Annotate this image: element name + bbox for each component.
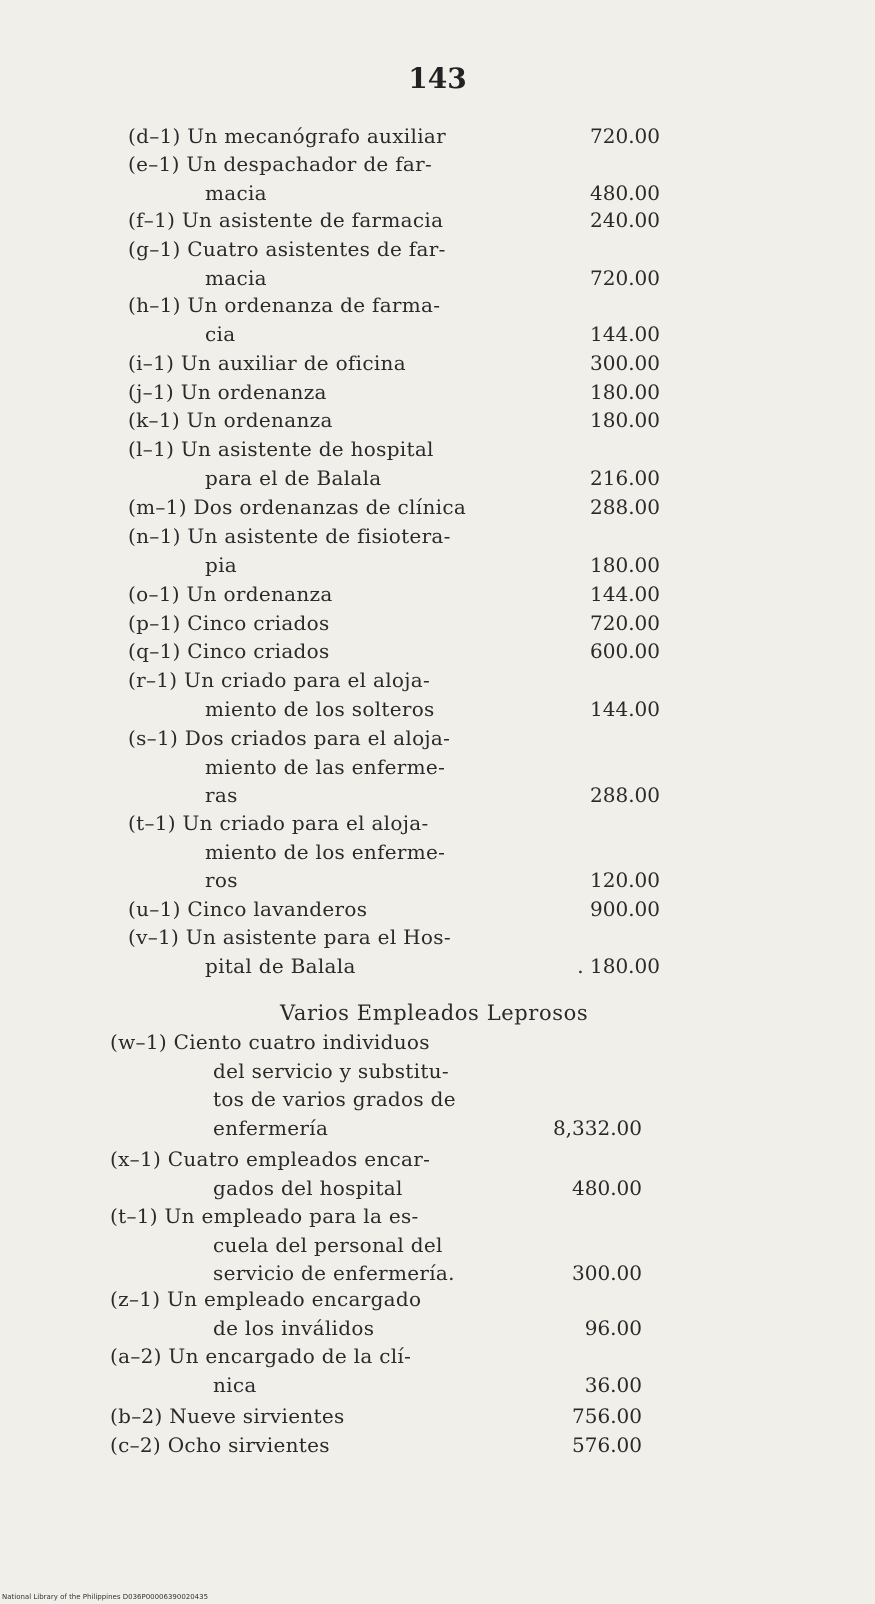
- entry-continuation-line: servicio de enfermería.: [213, 1261, 455, 1286]
- entry-amount: 480.00: [590, 180, 660, 205]
- entry-line: (s–1) Dos criados para el aloja-: [128, 726, 451, 750]
- section-heading: Varios Empleados Leprosos: [280, 1001, 589, 1025]
- page-number: 143: [408, 62, 467, 95]
- entry-continuation-line: macia: [205, 265, 267, 290]
- entry-amount: 756.00: [572, 1404, 642, 1428]
- entry-line: (g–1) Cuatro asistentes de far-: [128, 237, 446, 261]
- entry-continuation-line: para el de Balala: [205, 465, 382, 490]
- entry-amount: 96.00: [584, 1315, 642, 1340]
- entry-amount: 720.00: [590, 124, 660, 148]
- entry-amount: 180.00: [590, 408, 660, 432]
- entry-line: (j–1) Un ordenanza: [128, 380, 327, 404]
- entry-continuation-line: nica: [213, 1372, 257, 1397]
- entry-continuation-line: tos de varios grados de: [213, 1087, 456, 1112]
- entry-line: (k–1) Un ordenanza: [128, 408, 333, 432]
- entry-amount: 576.00: [572, 1433, 642, 1457]
- entry-line: (e–1) Un despachador de far-: [128, 152, 433, 176]
- entry-amount: 8,332.00: [552, 1115, 642, 1140]
- entry-amount: 900.00: [590, 897, 660, 921]
- entry-amount: 480.00: [572, 1175, 642, 1200]
- entry-amount: 216.00: [590, 465, 660, 490]
- entry-line: (t–1) Un criado para el aloja-: [128, 811, 429, 835]
- entry-continuation-line: enfermería: [213, 1115, 329, 1140]
- entry-amount: 288.00: [590, 783, 660, 808]
- entry-amount: 720.00: [590, 265, 660, 290]
- entry-amount: 180.00: [590, 552, 660, 577]
- entry-continuation-line: ras: [205, 783, 238, 808]
- entry-line: (i–1) Un auxiliar de oficina: [128, 351, 406, 375]
- entry-line: (c–2) Ocho sirvientes: [110, 1433, 330, 1457]
- footer-watermark: National Library of the Philippines D036P00006390020435: [2, 1593, 209, 1601]
- entry-line: (v–1) Un asistente para el Hos-: [128, 925, 451, 949]
- entry-amount: 144.00: [590, 582, 660, 606]
- entry-amount: 36.00: [584, 1372, 642, 1397]
- entry-continuation-line: pia: [205, 552, 238, 577]
- entry-line: (x–1) Cuatro empleados encar-: [110, 1147, 431, 1171]
- entry-line: (p–1) Cinco criados: [128, 611, 330, 635]
- entry-line: (d–1) Un mecanógrafo auxiliar: [128, 124, 446, 148]
- entry-continuation-line: ros: [205, 868, 238, 893]
- entry-continuation-line: macia: [205, 180, 267, 205]
- entry-line: (t–1) Un empleado para la es-: [110, 1204, 419, 1228]
- entry-line: (u–1) Cinco lavanderos: [128, 897, 368, 921]
- entry-continuation-line: de los inválidos: [213, 1315, 375, 1340]
- entry-amount: 240.00: [590, 208, 660, 232]
- entry-continuation-line: miento de los enferme-: [205, 839, 446, 864]
- entry-continuation-line: pital de Balala: [205, 953, 356, 978]
- entry-line: (f–1) Un asistente de farmacia: [128, 208, 444, 232]
- entry-continuation-line: gados del hospital: [213, 1175, 403, 1200]
- entry-continuation-line: miento de las enferme-: [205, 754, 446, 779]
- entry-line: (r–1) Un criado para el aloja-: [128, 668, 431, 692]
- entry-line: (w–1) Ciento cuatro individuos: [110, 1030, 430, 1054]
- entry-line: (m–1) Dos ordenanzas de clínica: [128, 495, 467, 519]
- entry-line: (h–1) Un ordenanza de farma-: [128, 293, 441, 317]
- entry-continuation-line: cia: [205, 321, 236, 346]
- entry-amount: 300.00: [572, 1261, 642, 1286]
- entry-amount: 300.00: [590, 351, 660, 375]
- entry-line: (q–1) Cinco criados: [128, 639, 330, 663]
- entry-amount: 180.00: [590, 380, 660, 404]
- entry-continuation-line: miento de los solteros: [205, 696, 435, 721]
- entry-amount: 120.00: [590, 868, 660, 893]
- entry-amount: 288.00: [590, 495, 660, 519]
- entry-amount: 720.00: [590, 611, 660, 635]
- entry-continuation-line: cuela del personal del: [213, 1232, 443, 1257]
- entry-line: (l–1) Un asistente de hospital: [128, 437, 434, 461]
- entry-amount: 144.00: [590, 696, 660, 721]
- entry-amount: 144.00: [590, 321, 660, 346]
- entry-line: (b–2) Nueve sirvientes: [110, 1404, 345, 1428]
- entry-line: (z–1) Un empleado encargado: [110, 1287, 422, 1311]
- entry-continuation-line: del servicio y substitu-: [213, 1058, 449, 1083]
- entry-line: (o–1) Un ordenanza: [128, 582, 333, 606]
- entry-line: (n–1) Un asistente de fisiotera-: [128, 524, 451, 548]
- entry-amount: 600.00: [590, 639, 660, 663]
- entry-amount: . 180.00: [577, 953, 660, 978]
- entry-line: (a–2) Un encargado de la clí-: [110, 1344, 412, 1368]
